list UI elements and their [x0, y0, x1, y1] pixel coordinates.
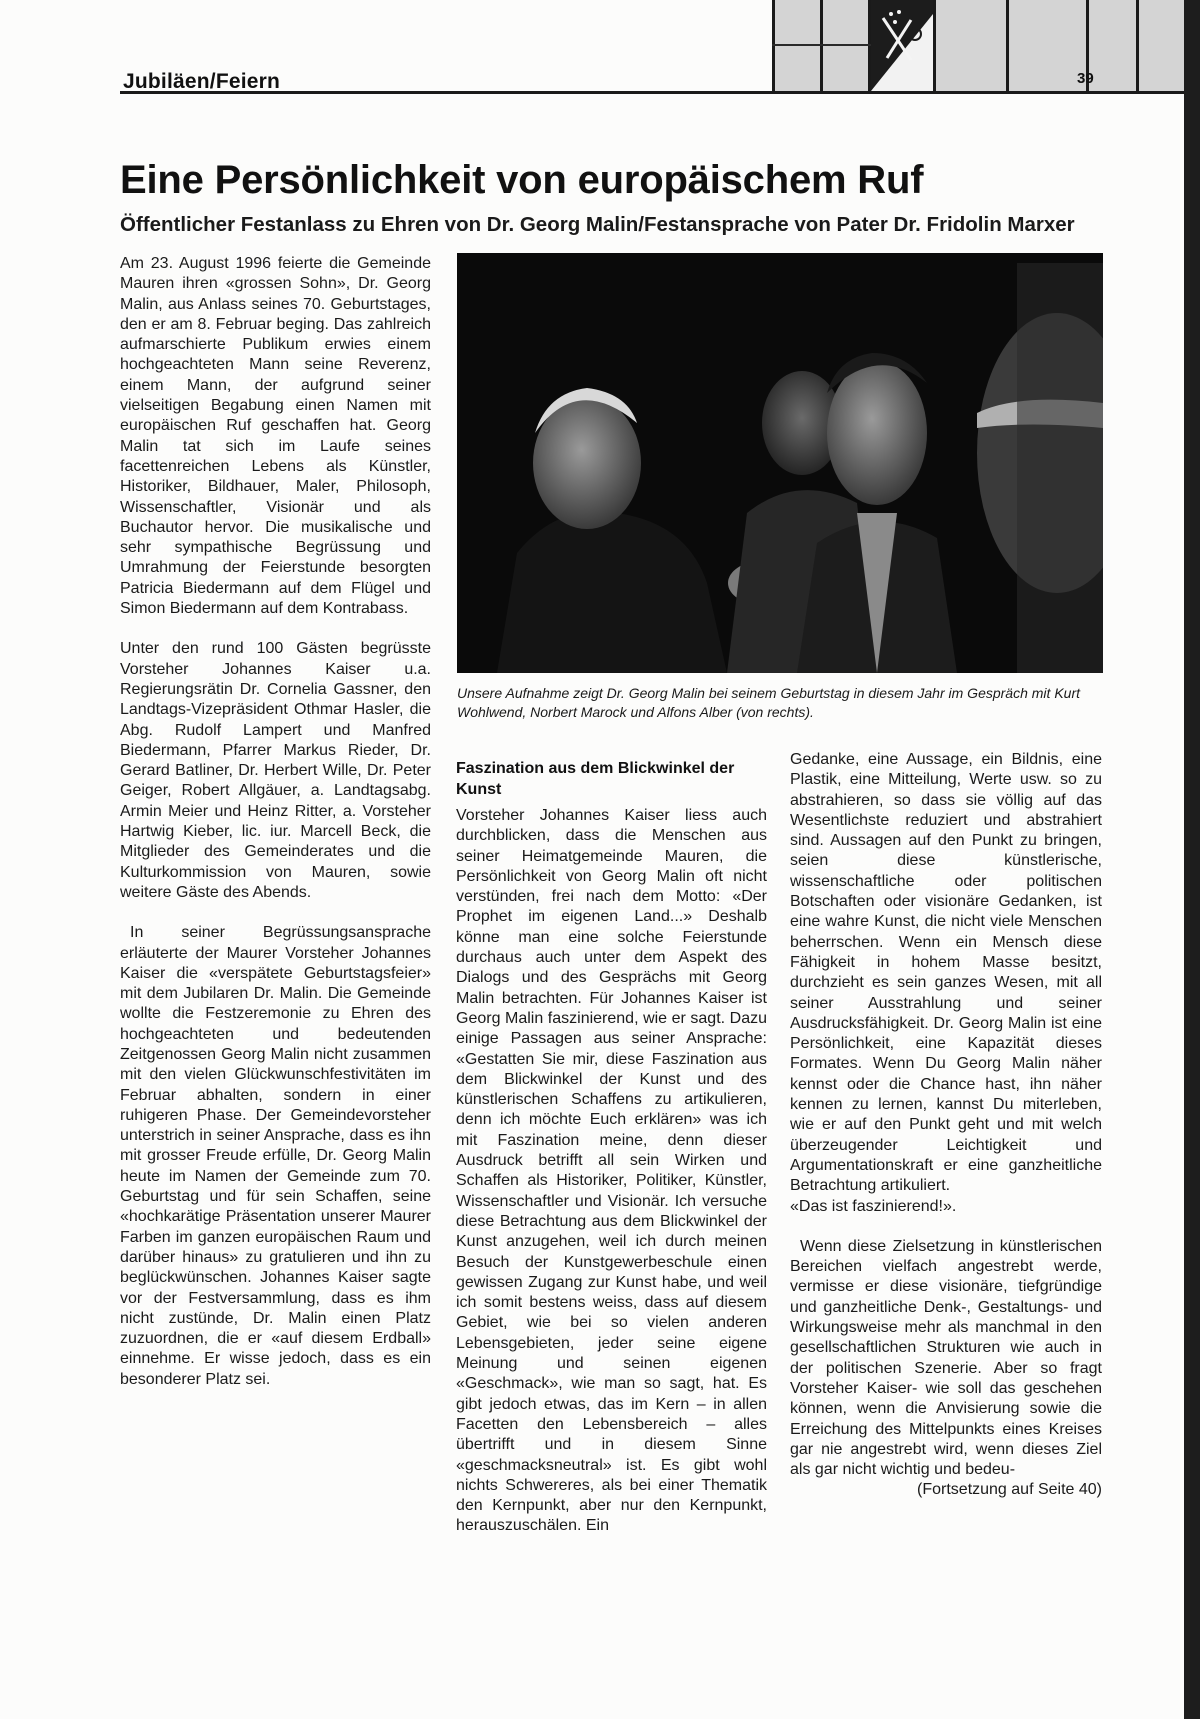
- paragraph: Wenn diese Zielsetzung in künstlerischen Bereichen vielfach angestrebt werde, vermisse er diese visionäre, tiefgründige und ganzheitliche Denk-, Gestaltungs- und Wirkungsweise mehr als manchmal in den gesellschaftlichen Strukturen wie auch in der politischen Szenerie. Aber so fragt Vorsteher Kaiser- wie soll das geschehen können, wenn die Anvisierung sowie die Erreichung des Mittelpunkts eines Kreises gar nie angestrebt wird, wenn dieses Ziel als gar nicht wichtig und bedeu-: [790, 1237, 1102, 1479]
- article-column-2: [456, 758, 767, 1537]
- article-headline: Eine Persönlichkeit von europäischem Ruf: [120, 158, 924, 202]
- header-grid: [772, 0, 1184, 91]
- page-edge-shadow: [1184, 0, 1200, 1719]
- section-heading: Faszination aus dem Blickwinkel der Kunst: [456, 760, 735, 798]
- page-number: 39: [1077, 70, 1094, 87]
- section-label: Jubiläen/Feiern: [123, 70, 281, 93]
- event-photo: [457, 253, 1103, 673]
- paragraph: Am 23. August 1996 feierte die Gemeinde Mauren ihren «grossen Sohn», Dr. Georg Malin, aus Anlass seines 70. Geburtstages, den er am 8. Februar beging. Das zahlreich aufmarschierte Publikum erwies einem hochgeachteten Mann seine Reverenz, einem Mann, der aufgrund seiner vielseitigen Begabung einen Namen mit europäischen Ruf geschaffen hat. Georg Malin tat sich im Laufe seines facettenreichen Lebens als Künstler, Historiker, Bildhauer, Maler, Philosoph, Wissenschaftler, Visionär und als Buchautor hervor. Die musikalische und sehr sympathische Begrüssung und Umrahmung der Feierstunde besorgten Patricia Biedermann auf dem Flügel und Simon Biedermann auf dem Kontrabass.: [120, 255, 431, 618]
- photo-caption: Unsere Aufnahme zeigt Dr. Georg Malin bei seinem Geburtstag in diesem Jahr im Gespräch mit Kurt Wohlwend, Norbert Marock und Alfons Alber (von rechts).: [457, 685, 1080, 720]
- paragraph: Vorsteher Johannes Kaiser liess auch durchblicken, dass die Menschen aus seiner Heimatgemeinde Mauren, die Persönlichkeit von Georg Malin oft nicht verstünden, frei nach dem Motto: «Der Prophet im eigenen Land...» Deshalb könne man eine solche Feierstunde durchaus auch unter dem Aspekt des Dialogs und des Gesprächs mit Georg Malin betrachten. Für Johannes Kaiser ist Georg Malin faszinierend, wie er sagt. Dazu einige Passagen aus seiner Ansprache: «Gestatten Sie mir, diese Faszination aus dem Blickwinkel der Kunst und des künstlerischen Schaffens zu artikulieren, denn ich möchte Euch erklären» was ich mit Faszination meine, denn dieser Ausdruck betrifft all sein Wirken und Schaffen als Historiker, Politiker, Künstler, Wissenschaftler und Visionär. Ich versuche diese Betrachtung aus dem Blickwinkel der Kunst anzugehen, weil ich durch meinen Besuch der Kunstgewerbeschule einen gewissen Zugang zur Kunst habe, und weil ich somit bestens weiss, dass auf diesem Gebiet, wie bei so vielen anderen Lebensgebieten, jeder seine eigene Meinung und seinen eigenen «Geschmack», wie man so sagt, hat. Es gibt jedoch etwas, das im Kern – in allen Facetten den Lebensbereich – alles übertrifft und in diesem Sinne «geschmacksneutral» ist. Es gibt wohl nichts Schwereres, als bei einer Thematik den Kernpunkt, aber nur den Kernpunkt, herauszuschälen. Ein: [456, 807, 767, 1535]
- paragraph: In seiner Begrüssungsansprache erläuterte der Maurer Vorsteher Johannes Kaiser die «verspätete Geburtstagsfeier» mit dem Jubilaren Dr. Malin. Die Gemeinde wollte die Festzeremonie zu Ehren des hochgeachteten und bedeutenden Zeitgenossen Georg Malin nicht zusammen mit den vielen Glückwunschfestivitäten im Februar abhalten, sondern in einer ruhigeren Phase. Der Gemeindevorsteher unterstrich in seiner Ansprache, dass es ihn mit grosser Freude erfülle, Dr. Georg Malin heute im Namen der Gemeinde zum 70. Geburtstag und für sein Schaffen, seine «hochkarätige Präsentation unserer Maurer Farben im ganzen europäischen Raum und darüber hinaus» zu gratulieren und ihn zu beglückwünschen. Johannes Kaiser sagte vor der Festversammlung, dass es ihm nicht zustünde, Dr. Malin einen Platz zuzuordnen, die er «auf diesem Erdball» einnehme. Er wisse jedoch, dass es ein besonderer Platz sei.: [120, 924, 431, 1388]
- paragraph: Unter den rund 100 Gästen begrüsste Vorsteher Johannes Kaiser u.a. Regierungsrätin Dr. Cornelia Gassner, den Landtags-Vizepräsident Othmar Hasler, die Abg. Rudolf Lampert und Manfred Biedermann, Pfarrer Markus Rieder, Dr. Gerard Batliner, Dr. Herbert Wille, Dr. Peter Geiger, Robert Allgäuer, a. Landtagsabg. Armin Meier und Heinz Ritter, a. Vorsteher Hartwig Kieber, lic. iur. Marcell Beck, die Mitglieder des Gemeinderates und die Kulturkommission von Mauren, sowie weitere Gäste des Abends.: [120, 640, 431, 901]
- article-column-3: [790, 750, 1102, 1521]
- article-column-1: [120, 254, 431, 1410]
- article-subheadline: Öffentlicher Festanlass zu Ehren von Dr. Georg Malin/Festansprache von Pater Dr. Fridolin Marxer: [120, 213, 1075, 236]
- municipal-emblem-icon: [871, 0, 933, 91]
- paragraph-closing-quote: «Das ist faszinierend!».: [790, 1197, 957, 1215]
- continuation-note: (Fortsetzung auf Seite 40): [917, 1481, 1102, 1499]
- paragraph: Gedanke, eine Aussage, ein Bildnis, eine Plastik, eine Mitteilung, Werte usw. so zu abstrahieren, so dass sie völlig auf das Wesentlichste reduziert und abstrahiert sind. Aussagen auf den Punkt zu bringen, seien diese künstlerische, wissenschaftliche oder politischen Botschaften oder visionäre Gedanken, ist eine wahre Kunst, die nicht viele Menschen beherrschen. Wenn ein Mensch diese Fähigkeit in hohem Masse besitzt, durchzieht es sein ganzes Wesen, mit all seiner Ausstrahlung und seiner Ausdrucksfähigkeit. Dr. Georg Malin ist eine Persönlichkeit, eine Kapazität dieses Formates. Wenn Du Georg Malin näher kennst oder die Chance hast, ihn näher kennen zu lernen, kannst Du miterleben, wie er auf den Punkt geht und mit welch überzeugender Leichtigkeit und Argumentationskraft er eine ganzheitliche Betrachtung artikuliert.: [790, 751, 1102, 1195]
